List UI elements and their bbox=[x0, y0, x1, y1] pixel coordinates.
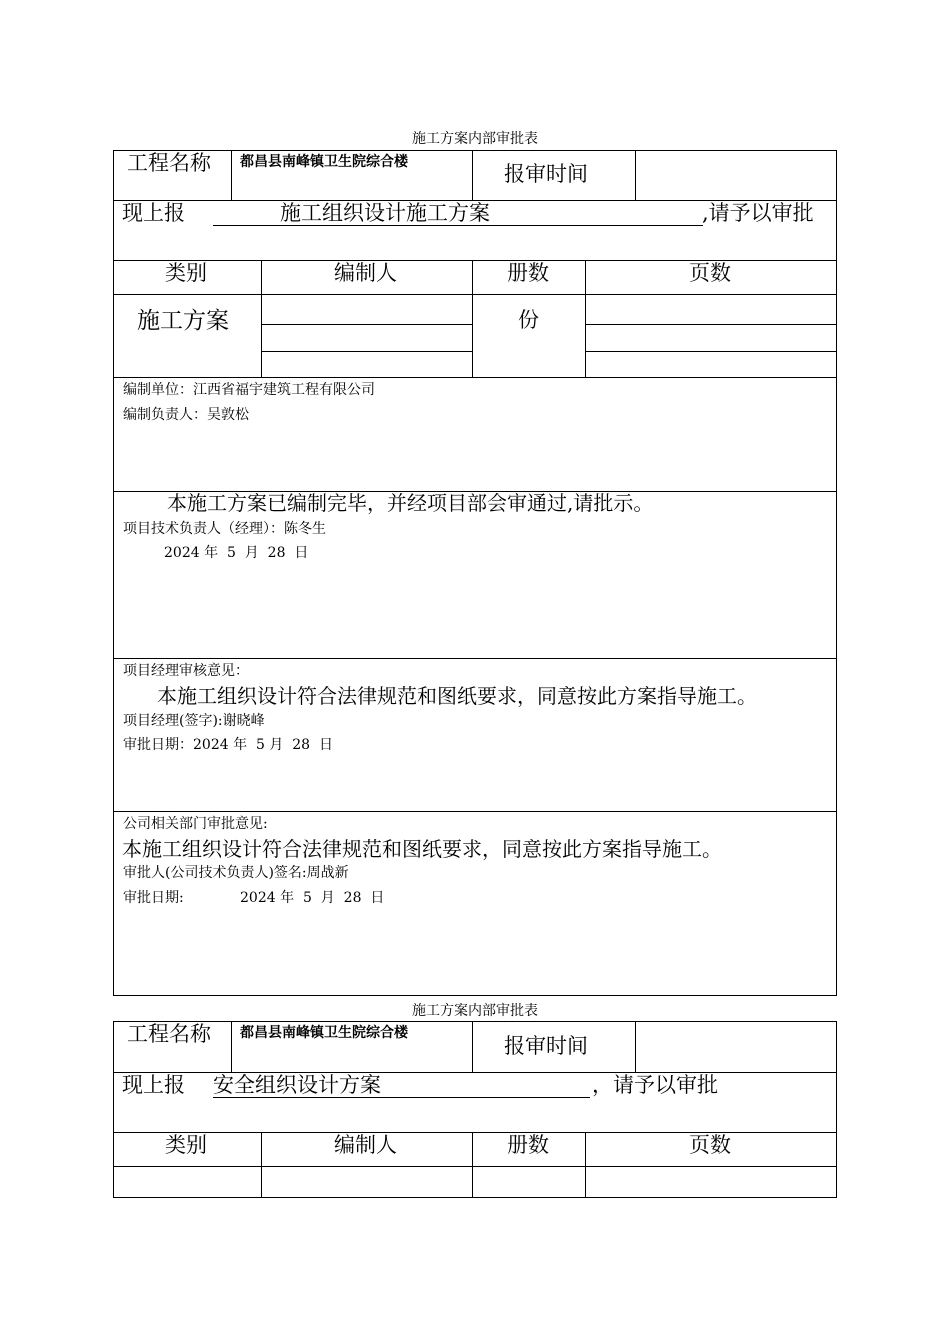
form2-caption: 施工方案内部审批表 bbox=[412, 1003, 538, 1019]
form1-caption: 施工方案内部审批表 bbox=[412, 131, 538, 147]
divider bbox=[261, 260, 262, 378]
col-copies: 册数 bbox=[507, 261, 549, 285]
divider bbox=[113, 294, 837, 295]
col-author: 编制人 bbox=[334, 1133, 397, 1157]
divider bbox=[472, 260, 473, 378]
report-suffix: ，请予以审批 bbox=[592, 1073, 718, 1097]
divider bbox=[113, 658, 837, 659]
divider bbox=[113, 377, 837, 378]
divider bbox=[261, 1132, 262, 1198]
pages-line bbox=[585, 351, 837, 352]
report-suffix: ,请予以审批 bbox=[702, 201, 814, 225]
project-name-value: 都昌县南峰镇卫生院综合楼 bbox=[240, 154, 408, 170]
project-name-value: 都昌县南峰镇卫生院综合楼 bbox=[240, 1025, 408, 1041]
pm-opinion: 本施工组织设计符合法律规范和图纸要求，同意按此方案指导施工。 bbox=[157, 684, 757, 708]
divider bbox=[472, 150, 473, 200]
copies-unit: 份 bbox=[518, 308, 539, 332]
co-sign: 审批人(公司技术负责人)签名:周战新 bbox=[123, 865, 349, 881]
project-name-label: 工程名称 bbox=[127, 151, 211, 175]
divider bbox=[585, 260, 586, 378]
report-subject: 安全组织设计方案 bbox=[213, 1073, 381, 1097]
col-pages: 页数 bbox=[689, 1133, 731, 1157]
report-prefix: 现上报 bbox=[122, 1073, 185, 1097]
pm-date: 审批日期：2024 年 5 月 28 日 bbox=[123, 737, 333, 753]
submit-time-field[interactable] bbox=[640, 152, 832, 196]
divider bbox=[472, 1021, 473, 1072]
tech-date: 2024 年 5 月 28 日 bbox=[164, 545, 309, 561]
co-heading: 公司相关部门审批意见: bbox=[123, 816, 268, 832]
tech-lead-line: 项目技术负责人（经理）：陈冬生 bbox=[123, 521, 326, 537]
project-name-label: 工程名称 bbox=[127, 1022, 211, 1046]
report-subject-underline bbox=[213, 225, 703, 226]
pages-line bbox=[585, 324, 837, 325]
divider bbox=[231, 150, 232, 200]
report-subject: 施工组织设计施工方案 bbox=[280, 201, 490, 225]
submit-time-label: 报审时间 bbox=[504, 1034, 588, 1058]
col-copies: 册数 bbox=[507, 1133, 549, 1157]
co-date-label: 审批日期: bbox=[123, 890, 184, 906]
submit-time-field[interactable] bbox=[640, 1023, 832, 1069]
pm-sign: 项目经理(签字):谢晓峰 bbox=[123, 713, 265, 729]
unit-line: 编制单位：江西省福宇建筑工程有限公司 bbox=[123, 382, 375, 398]
co-date: 2024 年 5 月 28 日 bbox=[240, 890, 385, 906]
divider bbox=[472, 1132, 473, 1198]
divider bbox=[635, 150, 636, 200]
author-line bbox=[261, 324, 472, 325]
col-category: 类别 bbox=[165, 261, 207, 285]
col-pages: 页数 bbox=[689, 261, 731, 285]
pm-heading: 项目经理审核意见： bbox=[123, 663, 249, 679]
lead-line: 编制负责人：吴敦松 bbox=[123, 407, 249, 423]
co-opinion: 本施工组织设计符合法律规范和图纸要求，同意按此方案指导施工。 bbox=[122, 837, 722, 861]
divider bbox=[231, 1021, 232, 1072]
divider bbox=[585, 1132, 586, 1198]
divider bbox=[635, 1021, 636, 1072]
col-author: 编制人 bbox=[334, 261, 397, 285]
divider bbox=[113, 1166, 837, 1167]
col-category: 类别 bbox=[165, 1133, 207, 1157]
category-value: 施工方案 bbox=[137, 308, 229, 334]
submit-time-label: 报审时间 bbox=[504, 162, 588, 186]
statement: 本施工方案已编制完毕，并经项目部会审通过,请批示。 bbox=[167, 491, 654, 515]
report-subject-underline bbox=[213, 1097, 590, 1098]
report-prefix: 现上报 bbox=[122, 201, 185, 225]
divider bbox=[113, 811, 837, 812]
author-line bbox=[261, 351, 472, 352]
